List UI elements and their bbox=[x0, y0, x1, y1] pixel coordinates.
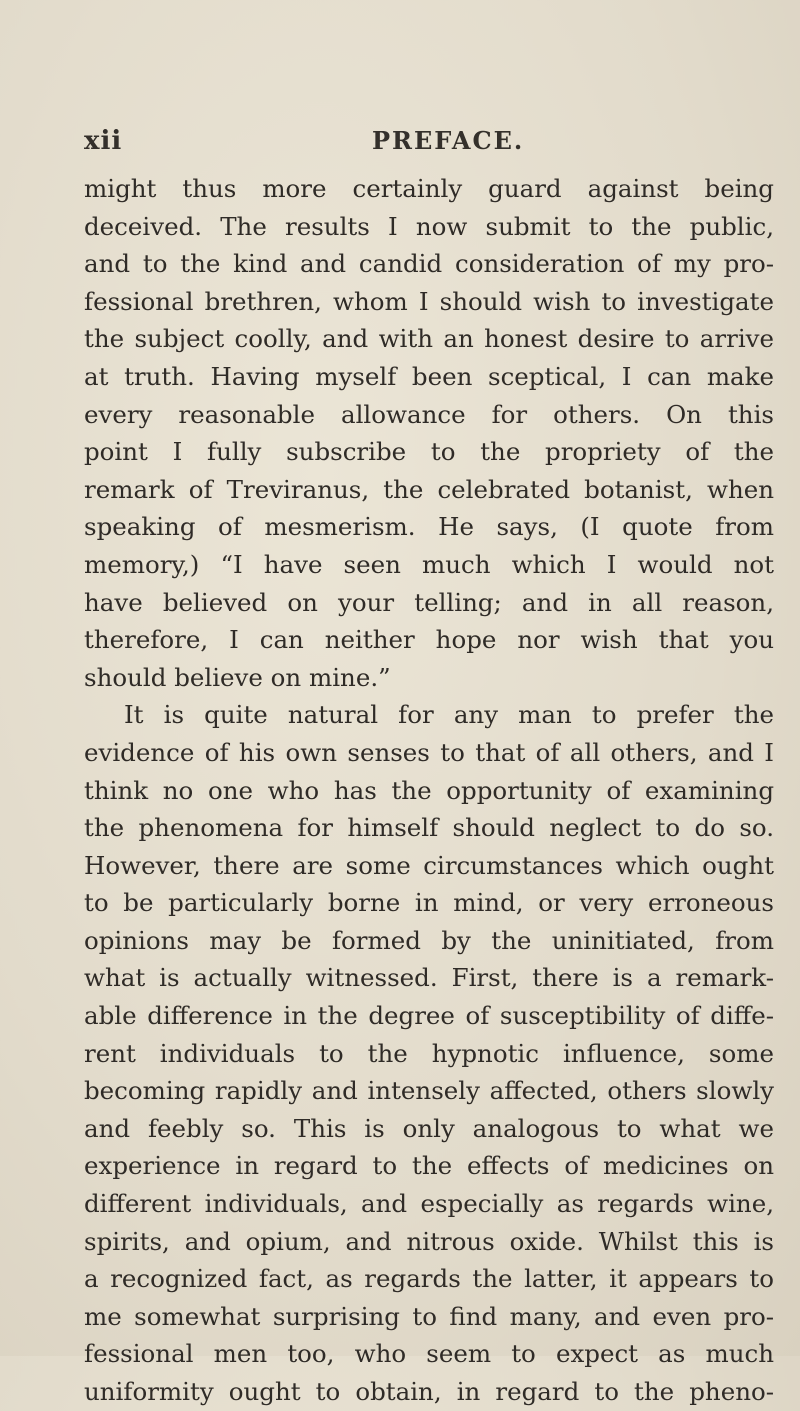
text-line: evidence of his own senses to that of all others, and I bbox=[84, 737, 774, 767]
text-line: might thus more certainly guard against being bbox=[84, 174, 774, 203]
text-line: remark of Treviranus, the celebrated botanist, when bbox=[84, 474, 774, 504]
text-line: therefore, I can neither hope nor wish that you bbox=[84, 625, 774, 655]
text-line: the phenomena for himself should neglect to do so. bbox=[84, 813, 774, 843]
text-line: opinions may be formed by the uninitiated, from bbox=[84, 925, 774, 955]
text-line: the subject coolly, and with an honest desire to arrive bbox=[84, 324, 774, 354]
text-line: deceived. The results I now submit to the public, bbox=[84, 211, 774, 241]
text-line: at truth. Having myself been sceptical, I can make bbox=[84, 361, 774, 391]
text-line: have believed on your telling; and in all reason, bbox=[84, 587, 774, 617]
text-line: point I fully subscribe to the propriety of the bbox=[84, 437, 774, 467]
text-line: and feebly so. This is only analogous to what we bbox=[84, 1113, 774, 1143]
text-line: fessional men too, who seem to expect as much bbox=[84, 1339, 774, 1369]
text-line: However, there are some circumstances which ought bbox=[84, 850, 774, 880]
text-line: different individuals, and especially as regards wine, bbox=[84, 1189, 774, 1219]
page-number: xii bbox=[84, 126, 123, 156]
text-line: every reasonable allowance for others. On this bbox=[84, 399, 774, 429]
text-line: rent individuals to the hypnotic influence, some bbox=[84, 1038, 774, 1068]
body-text bbox=[84, 170, 774, 1411]
text-line: memory,) “I have seen much which I would not bbox=[84, 549, 774, 579]
text-line: able difference in the degree of susceptibility of diffe- bbox=[84, 1001, 774, 1031]
text-line: me somewhat surprising to find many, and even pro- bbox=[84, 1301, 774, 1331]
text-line: It is quite natural for any man to prefer the bbox=[124, 700, 774, 730]
running-title: PREFACE. bbox=[372, 126, 525, 155]
running-head bbox=[84, 126, 684, 162]
text-line: becoming rapidly and intensely affected, others slowly bbox=[84, 1076, 774, 1106]
text-line: experience in regard to the effects of medicines on bbox=[84, 1151, 774, 1181]
text-line: what is actually witnessed. First, there is a remark- bbox=[84, 963, 774, 993]
text-line: fessional brethren, whom I should wish to investigate bbox=[84, 286, 774, 316]
text-line: speaking of mesmerism. He says, (I quote from bbox=[84, 512, 774, 542]
text-line: spirits, and opium, and nitrous oxide. Whilst this is bbox=[84, 1226, 774, 1256]
text-line: uniformity ought to obtain, in regard to the pheno- bbox=[84, 1377, 774, 1406]
text-line: to be particularly borne in mind, or very erroneous bbox=[84, 888, 774, 918]
text-line: a recognized fact, as regards the latter, it appears to bbox=[84, 1264, 774, 1294]
text-line: and to the kind and candid consideration of my pro- bbox=[84, 249, 774, 279]
text-line: should believe on mine.” bbox=[84, 662, 391, 692]
text-line: think no one who has the opportunity of examining bbox=[84, 775, 774, 805]
